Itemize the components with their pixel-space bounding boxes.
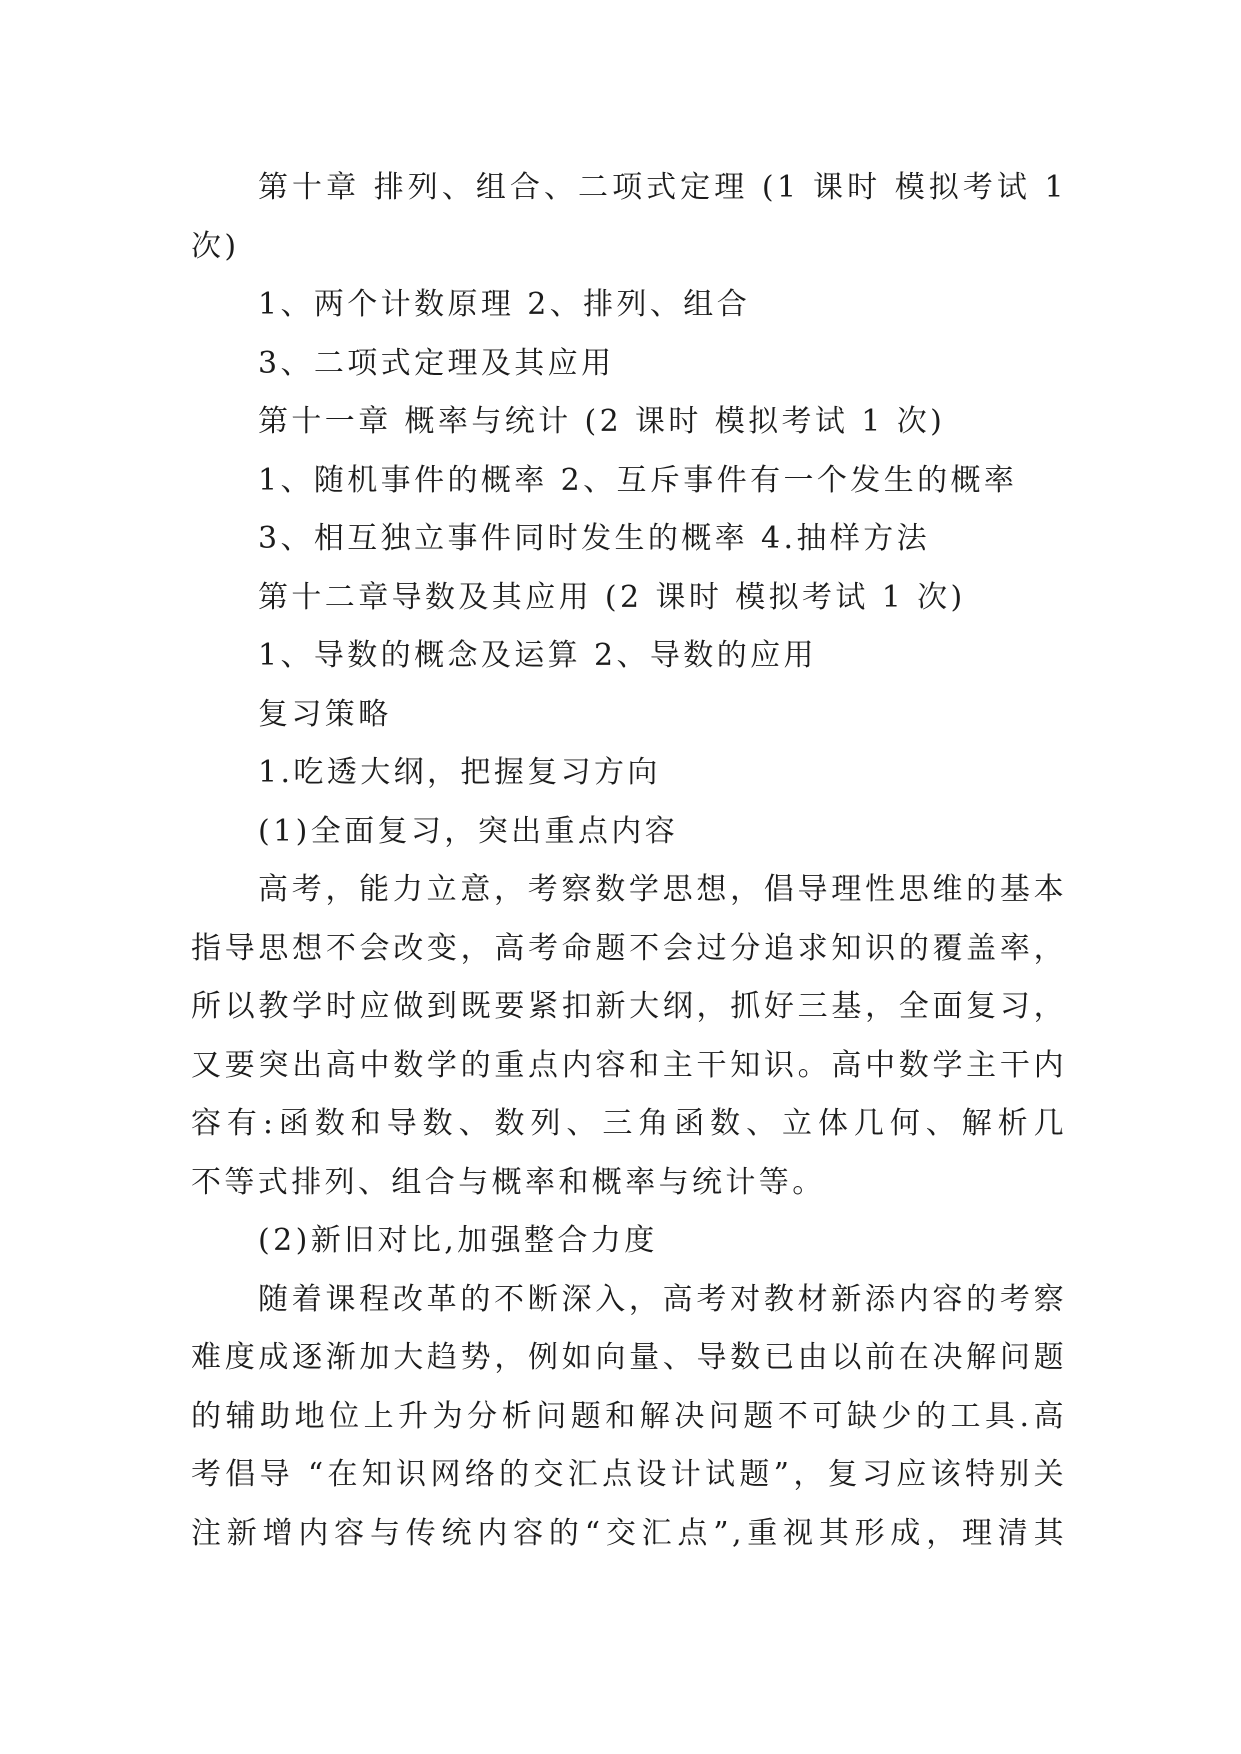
subsection-heading xyxy=(191,744,1067,803)
text-line: 难度成逐渐加大趋势，例如向量、导数已由以前在决解问题 xyxy=(191,1340,1067,1375)
text-line: 第十章 排列、组合、二项式定理 (1 课时 模拟考试 1 xyxy=(258,170,1067,205)
text-line: 1、随机事件的概率 2、互斥事件有一个发生的概率 xyxy=(258,462,1018,498)
section-heading xyxy=(191,686,1067,745)
body-paragraph xyxy=(191,861,1067,1212)
text-line: 复习策略 xyxy=(258,696,392,732)
text-line: 随着课程改革的不断深入，高考对教材新添内容的考察 xyxy=(258,1281,1067,1317)
text-line: 注新增内容与传统内容的“交汇点”,重视其形成，理清其 xyxy=(191,1515,1067,1551)
text-line: (2)新旧对比,加强整合力度 xyxy=(258,1223,658,1258)
text-line: (1)全面复习，突出重点内容 xyxy=(258,813,679,849)
section-item xyxy=(191,452,1067,511)
document-body xyxy=(191,159,1067,1563)
text-line: 高考，能力立意，考察数学思想，倡导理性思维的基本 xyxy=(258,872,1067,907)
text-line: 次) xyxy=(191,228,240,264)
chapter-heading xyxy=(191,393,1067,452)
text-line: 3、二项式定理及其应用 xyxy=(258,345,615,381)
text-line: 1.吃透大纲，把握复习方向 xyxy=(258,755,661,790)
subsection-heading xyxy=(191,1212,1067,1271)
text-line: 不等式排列、组合与概率和概率与统计等。 xyxy=(191,1164,826,1200)
text-line: 1、导数的概念及运算 2、导数的应用 xyxy=(258,638,817,673)
section-item xyxy=(191,335,1067,394)
section-item xyxy=(191,276,1067,335)
text-line: 1、两个计数原理 2、排列、组合 xyxy=(258,287,751,322)
text-line: 考倡导 “在知识网络的交汇点设计试题”，复习应该特别关 xyxy=(191,1457,1067,1492)
section-item xyxy=(191,510,1067,569)
text-line: 第十二章导数及其应用 (2 课时 模拟考试 1 次) xyxy=(258,579,966,615)
text-line: 的辅助地位上升为分析问题和解决问题不可缺少的工具.高 xyxy=(191,1398,1067,1434)
text-line: 又要突出高中数学的重点内容和主干知识。高中数学主干内 xyxy=(191,1047,1067,1083)
text-line: 容有:函数和导数、数列、三角函数、立体几何、解析几 xyxy=(191,1106,1067,1141)
text-line: 第十一章 概率与统计 (2 课时 模拟考试 1 次) xyxy=(258,404,946,439)
chapter-heading xyxy=(191,569,1067,628)
body-paragraph xyxy=(191,1271,1067,1564)
subsection-heading xyxy=(191,803,1067,862)
text-line: 所以教学时应做到既要紧扣新大纲，抓好三基，全面复习， xyxy=(191,989,1067,1024)
text-line: 指导思想不会改变，高考命题不会过分追求知识的覆盖率， xyxy=(191,930,1067,966)
text-line: 3、相互独立事件同时发生的概率 4.抽样方法 xyxy=(258,521,931,556)
chapter-heading xyxy=(191,159,1067,276)
section-item xyxy=(191,627,1067,686)
